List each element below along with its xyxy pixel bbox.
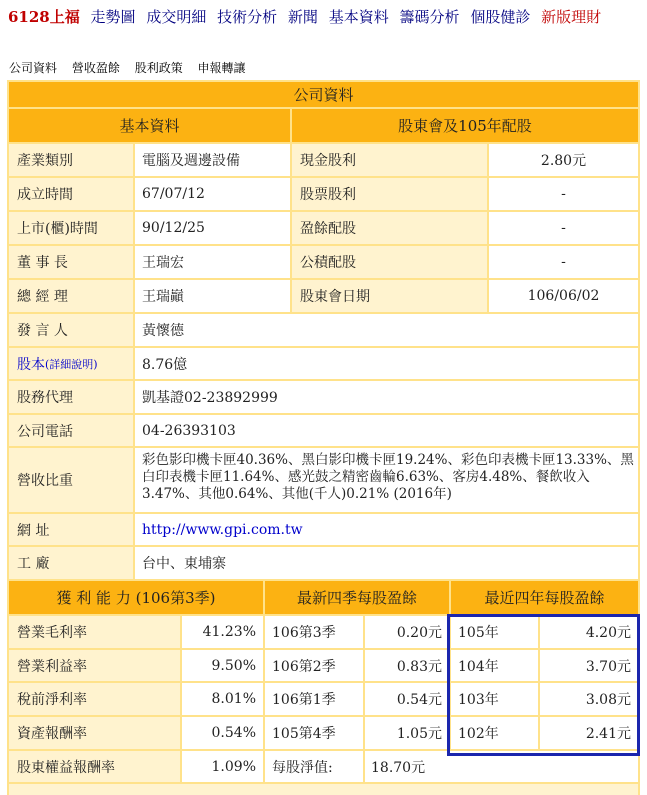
table-row xyxy=(7,144,640,176)
nav-value: 18.70元 xyxy=(365,751,638,782)
eps4y-year: 103年 xyxy=(451,683,538,715)
label-industry: 產業類別 xyxy=(9,144,133,176)
sub-nav xyxy=(9,59,257,76)
eps4q-period: 105第4季 xyxy=(265,717,363,749)
nav-trend[interactable]: 走勢圖 xyxy=(90,8,136,26)
value-reserve-shares: - xyxy=(489,246,638,278)
subnav-company[interactable]: 公司資料 xyxy=(9,61,58,75)
value-earnings-shares: - xyxy=(489,212,638,244)
table-row xyxy=(7,212,640,244)
capital-link[interactable]: 股本 xyxy=(17,356,45,373)
nav-health[interactable]: 個股健診 xyxy=(470,8,531,26)
value-capital: 8.76億 xyxy=(135,348,638,379)
dividend-header: 股東會及105年配股 xyxy=(292,109,638,142)
label-gm: 總 經 理 xyxy=(9,280,133,312)
eps4q-value: 0.54元 xyxy=(365,683,449,715)
website-link[interactable]: http://www.gpi.com.tw xyxy=(142,521,303,538)
label-meeting-date: 股東會日期 xyxy=(292,280,487,312)
value-meeting-date: 106/06/02 xyxy=(489,280,638,312)
eps4q-value: 0.20元 xyxy=(365,616,449,648)
eps4y-value: 3.70元 xyxy=(540,650,638,681)
nav-technical[interactable]: 技術分析 xyxy=(217,8,278,26)
table-row xyxy=(7,178,640,210)
value-roe: 1.09% xyxy=(182,751,263,782)
table-row xyxy=(7,280,640,312)
label-operating-margin: 營業利益率 xyxy=(9,650,180,681)
eps4y-year: 102年 xyxy=(451,717,538,749)
value-operating-margin: 9.50% xyxy=(182,650,263,681)
label-revenue-mix: 營收比重 xyxy=(9,448,133,512)
table-row xyxy=(7,246,640,278)
table-row xyxy=(7,381,640,413)
value-stock-dividend: - xyxy=(489,178,638,210)
table-row xyxy=(7,616,640,648)
label-founded: 成立時間 xyxy=(9,178,133,210)
label-chairman: 董 事 長 xyxy=(9,246,133,278)
value-roa: 0.54% xyxy=(182,717,263,749)
value-factory: 台中、東埔寨 xyxy=(135,547,638,579)
table-title: 公司資料 xyxy=(9,82,638,107)
label-pretax-margin: 稅前淨利率 xyxy=(9,683,180,715)
table-row xyxy=(7,717,640,749)
eps4q-value: 1.05元 xyxy=(365,717,449,749)
eps4y-value: 4.20元 xyxy=(540,616,638,648)
value-website xyxy=(135,514,638,545)
company-table xyxy=(7,80,640,795)
table-row xyxy=(7,314,640,346)
eps4y-value: 2.41元 xyxy=(540,717,638,749)
eps4q-period: 106第3季 xyxy=(265,616,363,648)
value-spokesman: 黃懷德 xyxy=(135,314,638,346)
label-earnings-shares: 盈餘配股 xyxy=(292,212,487,244)
nav-chips[interactable]: 籌碼分析 xyxy=(399,8,460,26)
value-chairman: 王瑞宏 xyxy=(135,246,290,278)
value-industry: 電腦及週邊設備 xyxy=(135,144,290,176)
eps4y-header: 最近四年每股盈餘 xyxy=(451,581,638,614)
table-row xyxy=(7,348,640,379)
value-founded: 67/07/12 xyxy=(135,178,290,210)
table-row xyxy=(7,547,640,579)
table-row xyxy=(7,514,640,545)
subnav-transfer[interactable]: 申報轉讓 xyxy=(197,61,246,75)
label-gross-margin: 營業毛利率 xyxy=(9,616,180,648)
subnav-revenue[interactable]: 營收盈餘 xyxy=(71,61,120,75)
label-website: 網 址 xyxy=(9,514,133,545)
label-stock-dividend: 股票股利 xyxy=(292,178,487,210)
nav-new-finance[interactable]: 新版理財 xyxy=(541,8,602,26)
label-transfer-agent: 股務代理 xyxy=(9,381,133,413)
value-gm: 王瑞巓 xyxy=(135,280,290,312)
value-gross-margin: 41.23% xyxy=(182,616,263,648)
label-capital xyxy=(9,348,133,379)
label-reserve-shares: 公積配股 xyxy=(292,246,487,278)
eps4y-value: 3.08元 xyxy=(540,683,638,715)
value-listed: 90/12/25 xyxy=(135,212,290,244)
label-listed: 上市(櫃)時間 xyxy=(9,212,133,244)
value-transfer-agent: 凱基證02-23892999 xyxy=(135,381,638,413)
label-factory: 工 廠 xyxy=(9,547,133,579)
label-roe: 股東權益報酬率 xyxy=(9,751,180,782)
table-row xyxy=(7,448,640,512)
nav-trades[interactable]: 成交明細 xyxy=(146,8,207,26)
label-cash-dividend: 現金股利 xyxy=(292,144,487,176)
table-row xyxy=(7,650,640,681)
table-bottom-row xyxy=(9,784,638,795)
table-row xyxy=(7,415,640,446)
eps4q-header: 最新四季每股盈餘 xyxy=(265,581,449,614)
table-row xyxy=(7,751,640,782)
top-nav xyxy=(8,6,607,32)
eps4q-period: 106第2季 xyxy=(265,650,363,681)
value-revenue-mix: 彩色影印機卡匣40.36%、黑白影印機卡匣19.24%、彩色印表機卡匣13.33%、黑白印表機卡匣11.64%、感光鼓之精密齒輪6.63%、客房4.48%、餐飲收入3.47%、其他0.64%、其他(千人)0.21% (2016年) xyxy=(135,448,638,512)
value-cash-dividend: 2.80元 xyxy=(489,144,638,176)
profit-header: 獲 利 能 力 (106第3季) xyxy=(9,581,263,614)
nav-label: 每股淨值: xyxy=(265,751,363,782)
eps4y-year: 105年 xyxy=(451,616,538,648)
label-phone: 公司電話 xyxy=(9,415,133,446)
nav-news[interactable]: 新聞 xyxy=(287,8,318,26)
eps4y-year: 104年 xyxy=(451,650,538,681)
label-roa: 資產報酬率 xyxy=(9,717,180,749)
eps4q-value: 0.83元 xyxy=(365,650,449,681)
value-phone: 04-26393103 xyxy=(135,415,638,446)
value-pretax-margin: 8.01% xyxy=(182,683,263,715)
eps4q-period: 106第1季 xyxy=(265,683,363,715)
subnav-dividend[interactable]: 股利政策 xyxy=(134,61,183,75)
label-spokesman: 發 言 人 xyxy=(9,314,133,346)
table-row xyxy=(7,683,640,715)
nav-basic-info[interactable]: 基本資料 xyxy=(328,8,389,26)
basic-header: 基本資料 xyxy=(9,109,290,142)
stock-title[interactable]: 6128上福 xyxy=(8,8,80,26)
capital-detail-link[interactable]: (詳細說明) xyxy=(45,357,98,371)
